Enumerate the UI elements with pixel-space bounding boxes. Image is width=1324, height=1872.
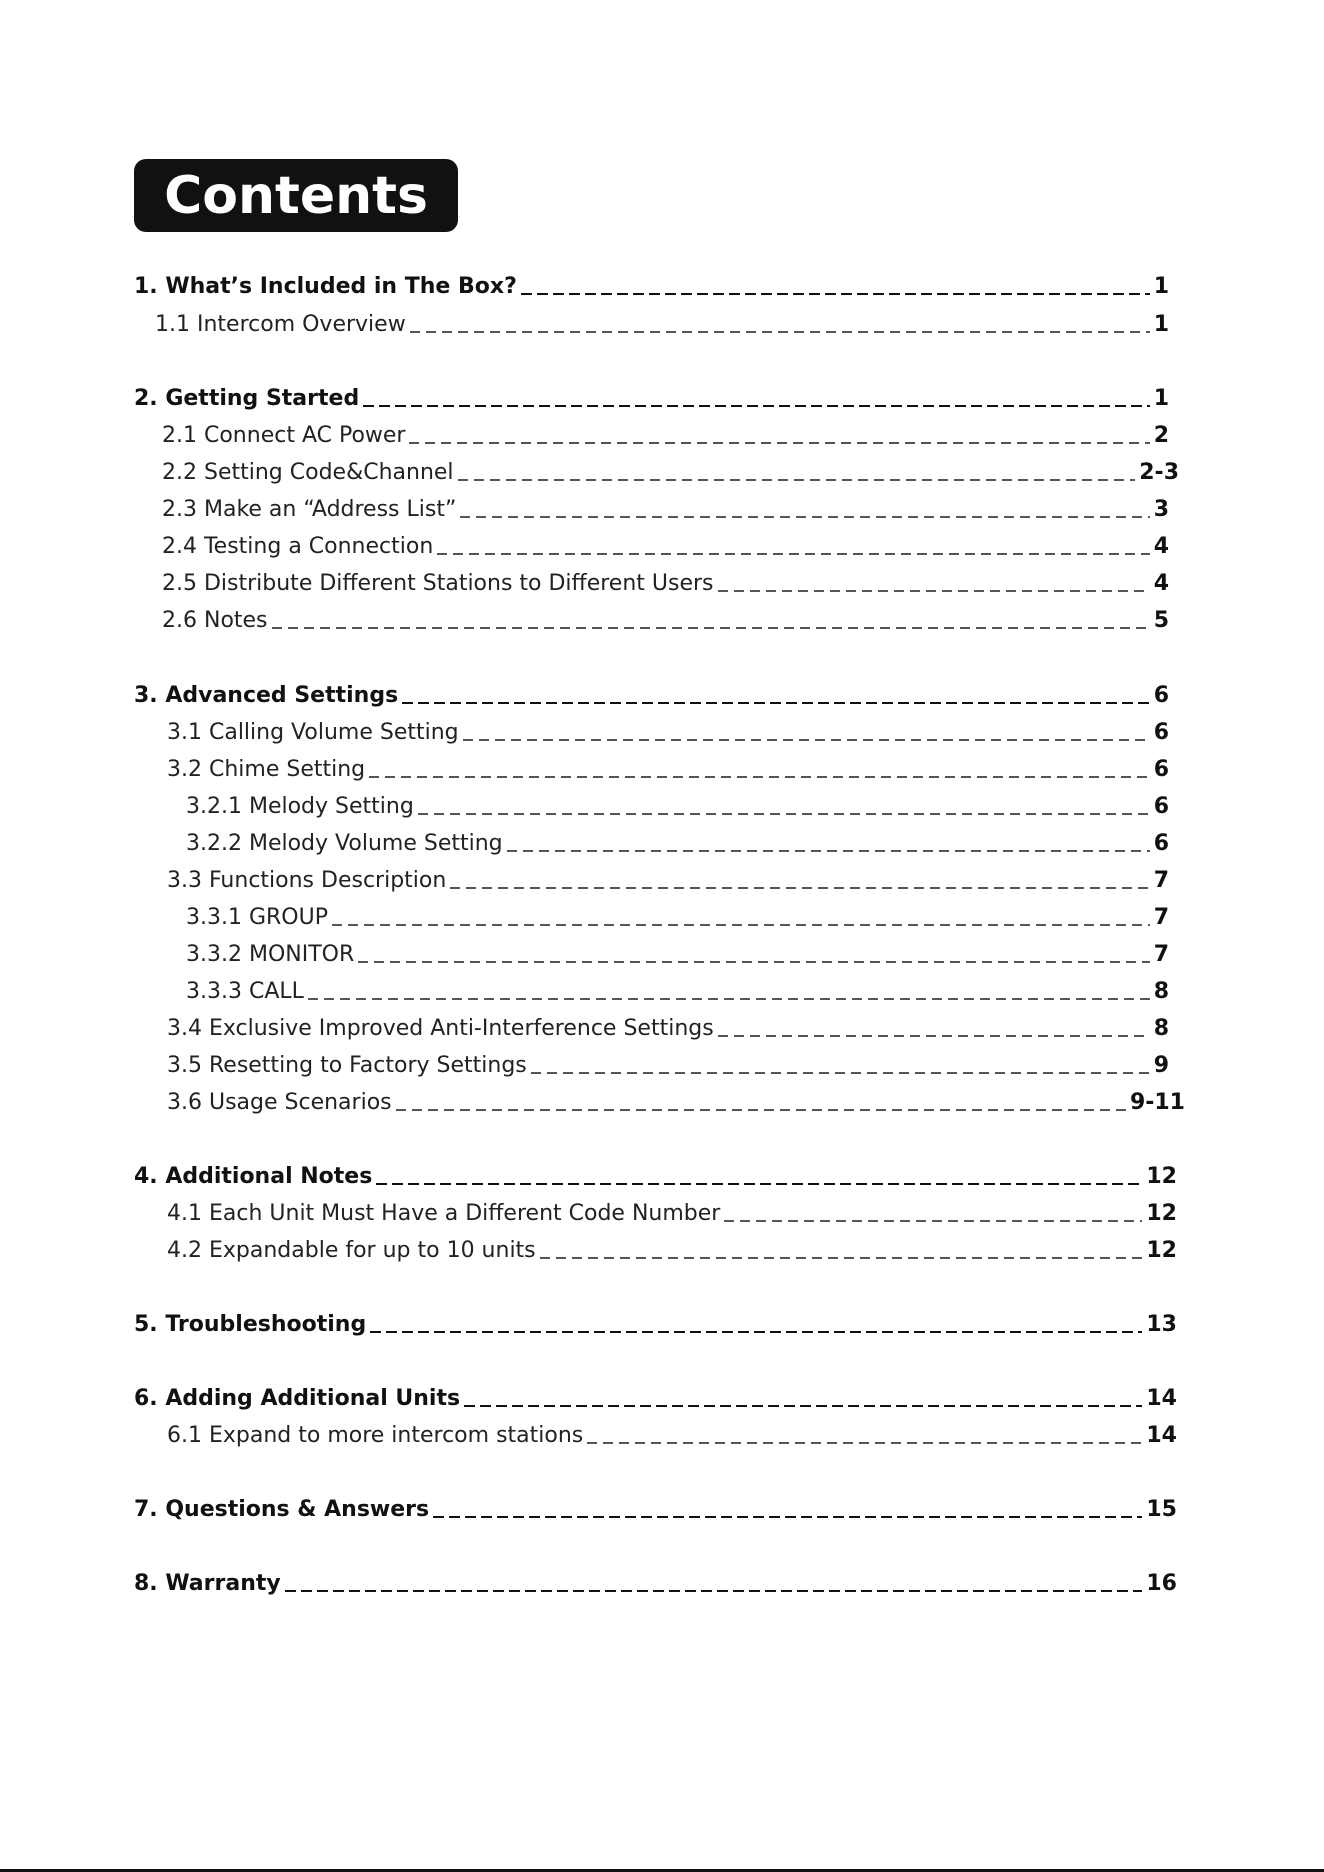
toc-entry-page: 16	[1146, 1571, 1177, 1596]
toc-entry-page: 14	[1146, 1423, 1177, 1448]
toc-entry-page: 12	[1146, 1164, 1177, 1189]
toc-entry-label: 2.4 Testing a Connection	[162, 534, 434, 559]
toc-entry[interactable]	[134, 1386, 1177, 1418]
toc-leader-dots	[463, 739, 1150, 741]
toc-entry-label: 3.3.3 CALL	[186, 979, 304, 1004]
toc-leader-dots	[718, 1035, 1150, 1037]
toc-leader-dots	[409, 442, 1149, 444]
toc-leader-dots	[540, 1257, 1143, 1259]
toc-leader-dots	[369, 776, 1150, 778]
toc-leader-dots	[402, 702, 1150, 704]
toc-entry-label: 3.2 Chime Setting	[167, 757, 366, 782]
toc-entry-label: 3.5 Resetting to Factory Settings	[167, 1053, 527, 1078]
toc-entry-page: 6	[1153, 794, 1169, 819]
toc-entry-label: 6.1 Expand to more intercom stations	[167, 1423, 584, 1448]
toc-entry-label: 4.1 Each Unit Must Have a Different Code Number	[167, 1201, 721, 1226]
toc-entry-label: 2. Getting Started	[134, 386, 360, 411]
toc-entry[interactable]	[167, 757, 1169, 789]
toc-entry-label: 1. What’s Included in The Box?	[134, 274, 517, 299]
toc-entry-page: 12	[1146, 1201, 1177, 1226]
toc-entry-page: 2	[1153, 423, 1169, 448]
toc-entry-page: 14	[1146, 1386, 1177, 1411]
toc-entry-page: 9	[1153, 1053, 1169, 1078]
toc-entry-page: 7	[1153, 942, 1169, 967]
toc-entry[interactable]	[186, 794, 1169, 826]
toc-leader-dots	[363, 405, 1149, 407]
toc-entry-page: 6	[1153, 757, 1169, 782]
toc-entry-page: 6	[1153, 683, 1169, 708]
toc-leader-dots	[464, 1405, 1142, 1407]
toc-leader-dots	[272, 627, 1150, 629]
toc-leader-dots	[521, 293, 1150, 295]
toc-leader-dots	[458, 479, 1136, 481]
toc-leader-dots	[433, 1516, 1142, 1518]
toc-entry[interactable]	[167, 1423, 1177, 1455]
toc-entry-label: 3.3 Functions Description	[167, 868, 447, 893]
toc-leader-dots	[358, 961, 1149, 963]
toc-entry-page: 6	[1153, 831, 1169, 856]
toc-entry-page: 13	[1146, 1312, 1177, 1337]
toc-entry[interactable]	[186, 942, 1169, 974]
toc-entry-label: 3.6 Usage Scenarios	[167, 1090, 392, 1115]
toc-entry-page: 2-3	[1139, 460, 1179, 485]
toc-leader-dots	[410, 331, 1150, 333]
toc-entry[interactable]	[134, 1312, 1177, 1344]
toc-entry-page: 15	[1146, 1497, 1177, 1522]
toc-entry[interactable]	[167, 1201, 1177, 1233]
toc-entry[interactable]	[186, 905, 1169, 937]
toc-entry[interactable]	[162, 497, 1169, 529]
toc-entry-label: 3.1 Calling Volume Setting	[167, 720, 459, 745]
toc-entry-page: 9-11	[1129, 1090, 1185, 1115]
toc-entry-label: 4. Additional Notes	[134, 1164, 373, 1189]
toc-entry-label: 2.5 Distribute Different Stations to Different Users	[162, 571, 714, 596]
toc-entry-label: 2.6 Notes	[162, 608, 268, 633]
toc-entry-label: 4.2 Expandable for up to 10 units	[167, 1238, 536, 1263]
toc-entry-label: 3.3.2 MONITOR	[186, 942, 355, 967]
toc-leader-dots	[450, 887, 1149, 889]
toc-leader-dots	[285, 1590, 1143, 1592]
toc-entry[interactable]	[134, 1164, 1177, 1196]
toc-entry-page: 1	[1153, 312, 1169, 337]
toc-entry-label: 8. Warranty	[134, 1571, 281, 1596]
toc-entry[interactable]	[134, 1571, 1177, 1603]
toc-entry-page: 3	[1153, 497, 1169, 522]
toc-leader-dots	[531, 1072, 1150, 1074]
toc-entry[interactable]	[162, 571, 1169, 603]
toc-entry[interactable]	[162, 460, 1179, 492]
toc-entry[interactable]	[134, 386, 1169, 418]
toc-entry-page: 1	[1153, 274, 1169, 299]
toc-entry-label: 2.3 Make an “Address List”	[162, 497, 457, 522]
toc-leader-dots	[418, 813, 1150, 815]
toc-entry[interactable]	[162, 608, 1169, 640]
toc-entry-page: 4	[1153, 571, 1169, 596]
toc-leader-dots	[460, 516, 1149, 518]
toc-entry[interactable]	[134, 274, 1169, 306]
toc-entry[interactable]	[167, 720, 1169, 752]
toc-entry[interactable]	[167, 1090, 1185, 1122]
toc-leader-dots	[507, 850, 1150, 852]
toc-entry-page: 7	[1153, 868, 1169, 893]
toc-entry-label: 3.2.1 Melody Setting	[186, 794, 414, 819]
toc-entry-label: 2.1 Connect AC Power	[162, 423, 406, 448]
toc-entry[interactable]	[167, 1016, 1169, 1048]
toc-entry-page: 8	[1153, 1016, 1169, 1041]
toc-entry-page: 7	[1153, 905, 1169, 930]
toc-entry[interactable]	[162, 534, 1169, 566]
toc-entry[interactable]	[167, 1053, 1169, 1085]
toc-entry[interactable]	[186, 831, 1169, 863]
toc-entry-page: 6	[1153, 720, 1169, 745]
toc-entry[interactable]	[134, 1497, 1177, 1529]
toc-leader-dots	[370, 1331, 1142, 1333]
toc-entry-page: 8	[1153, 979, 1169, 1004]
toc-entry[interactable]	[167, 868, 1169, 900]
toc-entry-page: 12	[1146, 1238, 1177, 1263]
toc-entry[interactable]	[134, 683, 1169, 715]
toc-entry-label: 3.4 Exclusive Improved Anti-Interference Settings	[167, 1016, 714, 1041]
page-title: Contents	[164, 165, 428, 226]
toc-leader-dots	[587, 1442, 1142, 1444]
toc-entry-page: 5	[1153, 608, 1169, 633]
toc-entry-page: 4	[1153, 534, 1169, 559]
toc-entry[interactable]	[167, 1238, 1177, 1270]
toc-entry[interactable]	[162, 423, 1169, 455]
toc-leader-dots	[332, 924, 1150, 926]
toc-leader-dots	[308, 998, 1150, 1000]
toc-entry-label: 6. Adding Additional Units	[134, 1386, 461, 1411]
toc-entry[interactable]	[155, 312, 1169, 344]
toc-leader-dots	[724, 1220, 1142, 1222]
toc-entry-label: 7. Questions & Answers	[134, 1497, 430, 1522]
toc-entry-label: 3. Advanced Settings	[134, 683, 399, 708]
toc-entry-label: 1.1 Intercom Overview	[155, 312, 406, 337]
toc-entry[interactable]	[186, 979, 1169, 1011]
toc-entry-label: 3.2.2 Melody Volume Setting	[186, 831, 503, 856]
toc-entry-label: 3.3.1 GROUP	[186, 905, 328, 930]
toc-entry-page: 1	[1153, 386, 1169, 411]
toc-entry-label: 2.2 Setting Code&Channel	[162, 460, 454, 485]
toc-leader-dots	[396, 1109, 1126, 1111]
toc-entry-label: 5. Troubleshooting	[134, 1312, 367, 1337]
toc-leader-dots	[718, 590, 1150, 592]
toc-leader-dots	[437, 553, 1149, 555]
toc-leader-dots	[376, 1183, 1142, 1185]
